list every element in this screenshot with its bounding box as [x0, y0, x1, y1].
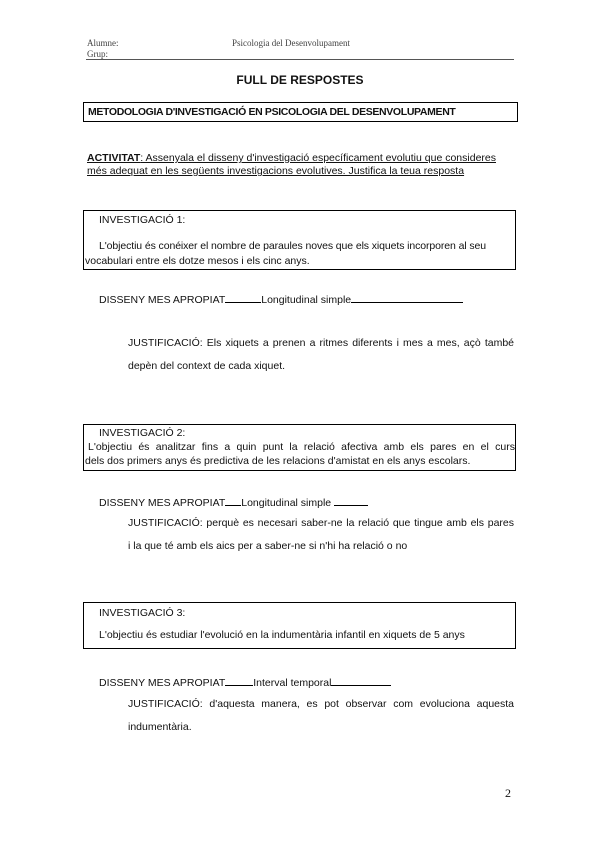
- course-name: Psicologia del Desenvolupament: [232, 38, 350, 48]
- investigation-2-heading: INVESTIGACIÓ 2:: [99, 427, 186, 439]
- investigation-2-box: [83, 424, 516, 471]
- page-title: FULL DE RESPOSTES: [236, 73, 364, 87]
- subject-box: [83, 102, 518, 122]
- design-label-3: DISSENY MES APROPIAT: [99, 677, 226, 689]
- justification-2-line-2: i la que té amb els aics per a saber-ne si n'hi ha relació o no: [128, 540, 408, 552]
- investigation-2-line-2: dels dos primers anys és predictiva de les relacions d'amistat en els anys escolars.: [85, 455, 471, 467]
- justification-2-line-1: [128, 517, 514, 530]
- header-rule: [86, 59, 514, 60]
- investigation-1-heading: INVESTIGACIÓ 1:: [99, 214, 186, 226]
- justification-2-text-1: perquè es necesari saber-ne la relació que tingue amb els pares: [206, 517, 514, 529]
- justification-3-line-1: [128, 698, 514, 711]
- justification-label-1: JUSTIFICACIÓ:: [128, 337, 203, 349]
- design-row-2: [99, 496, 368, 510]
- investigation-1-line-2: vocabulari entre els dotze mesos i els cinc anys.: [85, 255, 310, 267]
- group-label: Grup:: [87, 49, 108, 59]
- investigation-3-line-1: L'objectiu és estudiar l'evolució en la indumentària infantil en xiquets de 5 anys: [99, 629, 465, 641]
- design-label-1: DISSENY MES APROPIAT: [99, 294, 226, 306]
- design-label-2: DISSENY MES APROPIAT: [99, 497, 226, 509]
- design-value-2: Longitudinal simple: [241, 497, 332, 509]
- justification-1-line-1: [128, 337, 514, 350]
- justification-label-3: JUSTIFICACIÓ:: [128, 698, 203, 710]
- activity-line-1: [87, 152, 515, 165]
- investigation-1-line-1: L'objectiu és conéixer el nombre de paraules noves que els xiquets incorporen al seu: [99, 240, 487, 252]
- justification-label-2: JUSTIFICACIÓ:: [128, 517, 203, 529]
- investigation-3-heading: INVESTIGACIÓ 3:: [99, 607, 186, 619]
- justification-1-text-1: Els xiquets a prenen a ritmes diferents i mes a mes, açò també: [206, 337, 514, 349]
- design-row-3: [99, 676, 391, 690]
- design-value-1: Longitudinal simple: [261, 294, 352, 306]
- design-value-3: Interval temporal: [253, 677, 332, 689]
- activity-label: ACTIVITAT: [87, 152, 141, 164]
- subject-title: METODOLOGIA D'INVESTIGACIÓ EN PSICOLOGIA DEL DESENVOLUPAMENT: [88, 106, 456, 118]
- investigation-2-line-1: L'objectiu és analitzar fins a quin punt la relació afectiva amb els pares en el curs: [88, 441, 515, 453]
- activity-text-1: : Assenyala el disseny d'investigació específicament evolutiu que consideres: [140, 152, 496, 164]
- investigation-1-box: [83, 210, 516, 270]
- activity-line-2: més adequat en les següents investigacions evolutives. Justifica la teua resposta: [87, 165, 465, 177]
- investigation-3-box: [83, 602, 516, 649]
- design-row-1: [99, 293, 463, 307]
- student-label: Alumne:: [87, 38, 119, 48]
- page-number: 2: [505, 786, 511, 800]
- justification-3-text-1: d'aquesta manera, es pot observar com evoluciona aquesta: [209, 698, 515, 710]
- justification-3-line-2: indumentària.: [128, 721, 192, 733]
- justification-1-line-2: depèn del context de cada xiquet.: [128, 360, 286, 372]
